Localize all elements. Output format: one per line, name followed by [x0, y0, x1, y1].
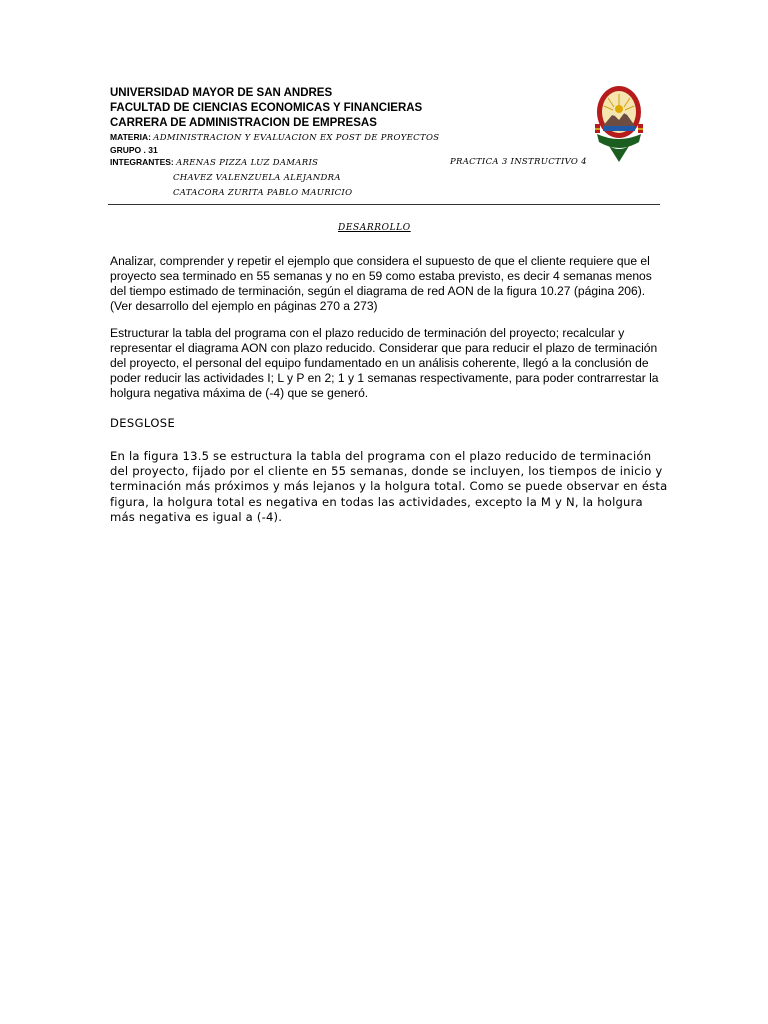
section-title: DESARROLLO: [338, 223, 411, 233]
materia-line: [110, 132, 439, 143]
paragraph-2: Estructurar la tabla del programa con el plazo reducido de terminación del proyecto; recalcular y representar el diagrama AON con plazo reducido. Considerar que para reducir el plazo de terminación del proyecto, el personal del equipo fundamentado en un análisis coherente, llegó a la conclusión de poder reducir las actividades I; L y P en 2; 1 y 1 semanas respectivamente, para poder contrarrestar la holgura negativa máxima de (-4) que se generó.: [110, 326, 659, 400]
materia-label: MATERIA:: [110, 132, 151, 142]
paragraph-3: En la figura 13.5 se estructura la tabla del programa con el plazo reducido de terminación del proyecto, fijado por el cliente en 55 semanas, donde se incluyen, los tiempos de inicio y terminación más próximos y más lejanos y la holgura total. Como se puede observar en ésta figura, la holgura total es negativa en todas las actividades, excepto la M y N, la holgura más negativa es igual a (-4).: [110, 449, 668, 524]
desglose-title: DESGLOSE: [110, 416, 176, 430]
integrantes-label: INTEGRANTES:: [110, 157, 174, 167]
member-1: ARENAS PIZZA LUZ DAMARIS: [176, 158, 319, 168]
header-divider: [108, 204, 660, 205]
career-name: CARRERA DE ADMINISTRACION DE EMPRESAS: [110, 117, 377, 129]
member-3: CATACORA ZURITA PABLO MAURICIO: [173, 188, 353, 198]
materia-value: ADMINISTRACION Y EVALUACION EX POST DE PROYECTOS: [153, 133, 440, 143]
grupo-line: GRUPO . 31: [110, 145, 158, 155]
paragraph-1: Analizar, comprender y repetir el ejemplo que considera el supuesto de que el cliente requiere que el proyecto sea terminado en 55 semanas y no en 59 como estaba previsto, es decir 4 semanas menos del tiempo estimado de terminación, según el diagrama de red AON de la figura 10.27 (página 206). (Ver desarrollo del ejemplo en páginas 270 a 273): [110, 254, 652, 313]
practica-label: PRACTICA 3 INSTRUCTIVO 4: [450, 157, 587, 167]
integrantes-line: [110, 157, 318, 168]
faculty-name: FACULTAD DE CIENCIAS ECONOMICAS Y FINANCIERAS: [110, 102, 423, 114]
university-seal-icon: [583, 84, 655, 164]
member-2: CHAVEZ VALENZUELA ALEJANDRA: [173, 173, 341, 183]
university-name: UNIVERSIDAD MAYOR DE SAN ANDRES: [110, 87, 333, 99]
